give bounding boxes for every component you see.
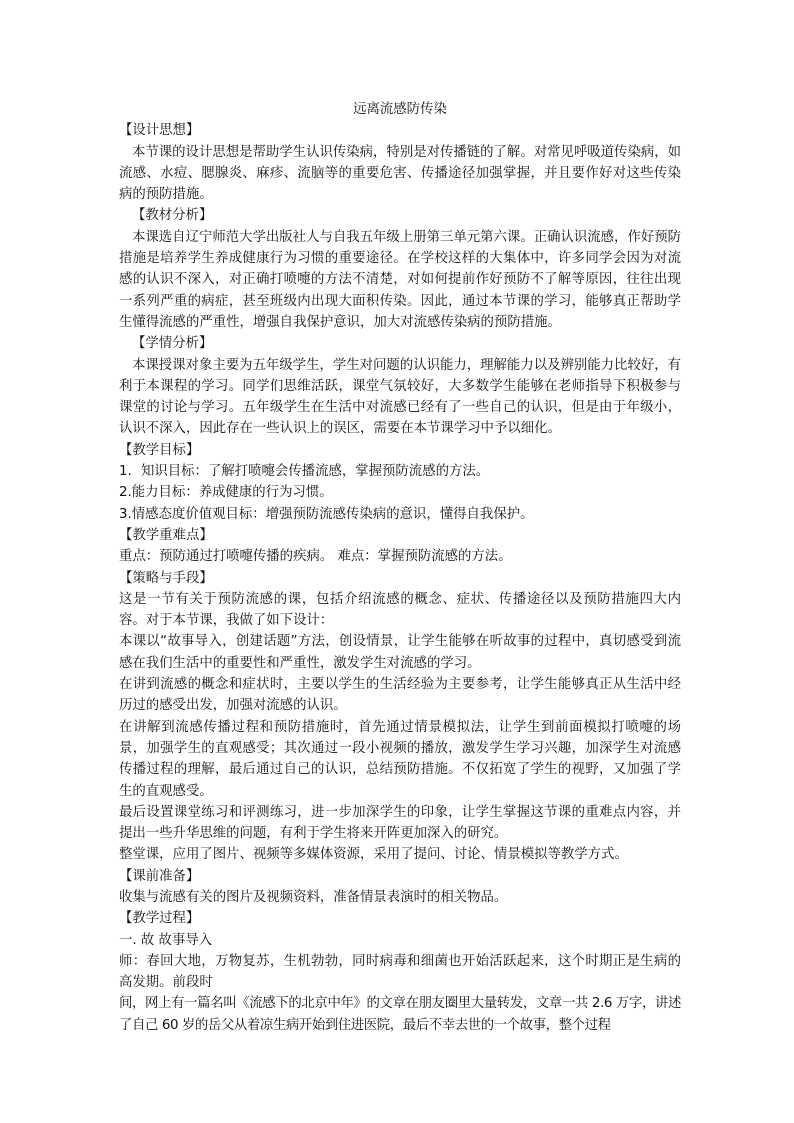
paragraph-strategy-5: 最后设置课堂练习和评测练习，进一步加深学生的印象，让学生掌握这节课的重难点内容，并提出一些升华思维的问题，有利于学生将来开阵更加深入的研究。 (119, 804, 681, 842)
document-title: 远离流感防传染 (353, 102, 447, 117)
paragraph-process-1: 师：春回大地，万物复苏，生机勃勃，同时病毒和细菌也开始活跃起来，这个时期正是生病的高发期。前段时 (119, 953, 681, 991)
document-body (119, 99, 681, 1036)
heading-keypoints: 【教学重难点】 (119, 527, 213, 543)
heading-material: 【教材分析】 (132, 208, 213, 224)
paragraph-process-2: 间，网上有一篇名叫《流感下的北京中年》的文章在朋友圈里大量转发，文章一共 2.6 万字，讲述了自己 60 岁的岳父从着凉生病开始到住进医院，最后不幸去世的一个故事，整个过程 (119, 996, 681, 1033)
paragraph-strategy-2: 本课以“故事导入，创建话题”方法，创设情景，让学生能够在听故事的过程中，真切感受到流感在我们生活中的重要性和严重性，激发学生对流感的学习。 (119, 634, 681, 671)
paragraph-prep: 收集与流感有关的图片及视频资料，准备情景表演时的相关物品。 (119, 889, 508, 905)
paragraph-strategy-6: 整堂课，应用了图片、视频等多媒体资源，采用了提问、讨论、情景模拟等教学方式。 (119, 847, 628, 863)
heading-design: 【设计思想】 (119, 123, 200, 139)
heading-process: 【教学过程】 (119, 911, 200, 927)
goal-item-3: 3.情感态度价值观目标：增强预防流感传染病的意识，懂得自我保护。 (119, 506, 534, 522)
paragraph-learner: 本课授课对象主要为五年级学生，学生对问题的认识能力，理解能力以及辨别能力比较好，有利于本课程的学习。同学们思维活跃，课堂气氛较好，大多数学生能够在老师指导下积极参与课堂的讨论与学习。五年级学生在生活中对流感已经有了一些自己的认识，但是由于年级小，认识不深入，因此存在一些认识上的误区，需要在本节课学习中予以细化。 (119, 357, 682, 437)
goal-item-1-text: 知识目标：了解打喷嚏会传播流感，掌握预防流感的方法。 (141, 464, 490, 480)
paragraph-strategy-3: 在讲到流感的概念和症状时，主要以学生的生活经验为主要参考，让学生能够真正从生活中经历过的感受出发，加强对流感的认识。 (119, 677, 681, 714)
goal-item-2: 2.能力目标：养成健康的行为习惯。 (119, 485, 333, 501)
paragraph-strategy-1: 这是一节有关于预防流感的课，包括介绍流感的概念、症状、传播途径以及预防措施四大内容。对于本节课，我做了如下设计： (119, 591, 681, 629)
heading-prep: 【课前准备】 (119, 868, 200, 884)
heading-learner: 【学情分析】 (132, 336, 213, 352)
process-subheading: 一. 故 故事导入 (119, 932, 213, 948)
paragraph-design: 本节课的设计思想是帮助学生认识传染病，特别是对传播链的了解。对常见呼吸道传染病，如流感、水痘、腮腺炎、麻疹、流脑等的重要危害、传播途径加强掌握，并且要作好对这些传染病的预防措施。 (119, 144, 682, 203)
heading-strategy: 【策略与手段】 (119, 570, 213, 586)
paragraph-keypoints: 重点：预防通过打喷嚏传播的疾病。 难点：掌握预防流感的方法。 (119, 549, 512, 565)
goal-item-1-number: 1. (119, 464, 132, 480)
goal-item-1 (119, 461, 681, 482)
paragraph-material: 本课选自辽宁师范大学出版社人与自我五年级上册第三单元第六课。正确认识流感，作好预防措施是培养学生养成健康行为习惯的重要途径。在学校这样的大集体中，许多同学会因为对流感的认识不深入，对正确打喷嚏的方法不清楚，对如何提前作好预防不了解等原因，往往出现一系列严重的病症，甚至班级内出现大面积传染。因此，通过本节课的学习，能够真正帮助学生懂得流感的严重性，增强自我保护意识，加大对流感传染病的预防措施。 (119, 229, 682, 330)
heading-goals: 【教学目标】 (119, 442, 200, 458)
paragraph-strategy-4: 在讲解到流感传播过程和预防措施时，首先通过情景模拟法，让学生到前面模拟打喷嚏的场景，加强学生的直观感受；其次通过一段小视频的播放，激发学生学习兴趣，加深学生对流感传播过程的理解，最后通过自己的认识，总结预防措施。不仅拓宽了学生的视野，又加强了学生的直观感受。 (119, 719, 681, 799)
